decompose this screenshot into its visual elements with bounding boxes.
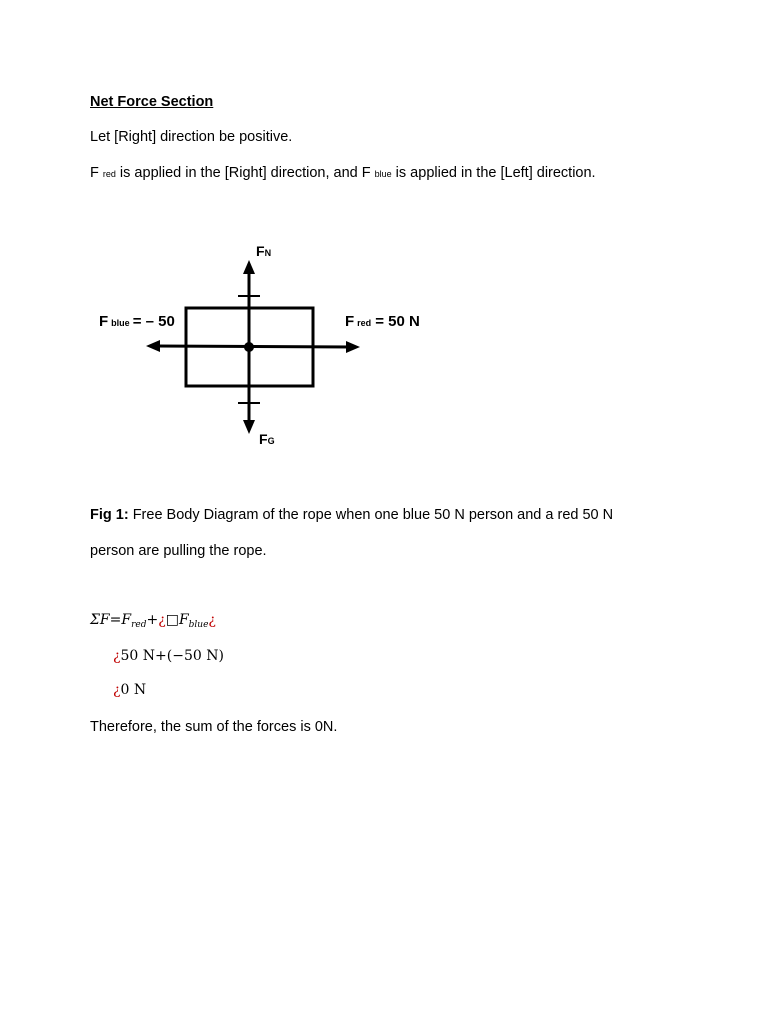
substitution-expression: 50 N+(−50 N) <box>120 648 224 664</box>
force-direction-end: is applied in the [Left] direction. <box>391 165 596 181</box>
result-expression: 0 N <box>120 682 147 698</box>
conclusion-text: Therefore, the sum of the forces is 0N. <box>90 719 338 735</box>
figure-caption-label: Fig 1: <box>90 507 129 523</box>
f-blue-subscript: blue <box>374 169 392 179</box>
equation-blue-subscript: blue <box>188 620 209 630</box>
equation-glyph-2: ¿ <box>208 612 216 628</box>
net-force-equation <box>90 612 216 630</box>
equation-red-subscript: red <box>131 620 147 630</box>
blue-force-label: Fblue = – 50 <box>99 313 175 330</box>
up-arrowhead <box>243 260 255 274</box>
sigma-f-equals-f: ΣF=F <box>90 612 132 628</box>
figure-caption-text-1: Free Body Diagram of the rope when one blue 50 N person and a red 50 N <box>128 507 614 523</box>
f-red-subscript: red <box>102 169 116 179</box>
figure-caption-line-2: person are pulling the rope. <box>90 543 267 559</box>
force-direction-statement <box>90 165 596 181</box>
figure-caption-line-1 <box>90 507 613 523</box>
right-arrowhead <box>346 341 360 353</box>
substitution-equation <box>113 648 224 664</box>
result-equation <box>113 682 146 698</box>
equation-f-blue: F <box>178 612 189 628</box>
direction-statement: Let [Right] direction be positive. <box>90 129 293 145</box>
down-arrowhead <box>243 420 255 434</box>
substitution-glyph: ¿ <box>113 648 121 664</box>
f-red-symbol: F <box>90 165 103 181</box>
section-heading: Net Force Section <box>90 94 214 110</box>
left-arrowhead <box>146 340 160 352</box>
gravity-force-label: FG <box>259 431 275 447</box>
red-force-label: Fred = 50 N <box>345 313 420 330</box>
force-direction-middle: is applied in the [Right] direction, and F <box>115 165 375 181</box>
result-glyph: ¿ <box>113 682 121 698</box>
center-point <box>244 342 254 352</box>
free-body-diagram <box>90 238 490 458</box>
equation-box-glyph: □ <box>165 612 179 628</box>
horizontal-force-line <box>156 346 352 347</box>
equation-plus: + <box>146 612 159 628</box>
normal-force-label: FN <box>256 243 272 259</box>
equation-glyph-1: ¿ <box>158 612 166 628</box>
